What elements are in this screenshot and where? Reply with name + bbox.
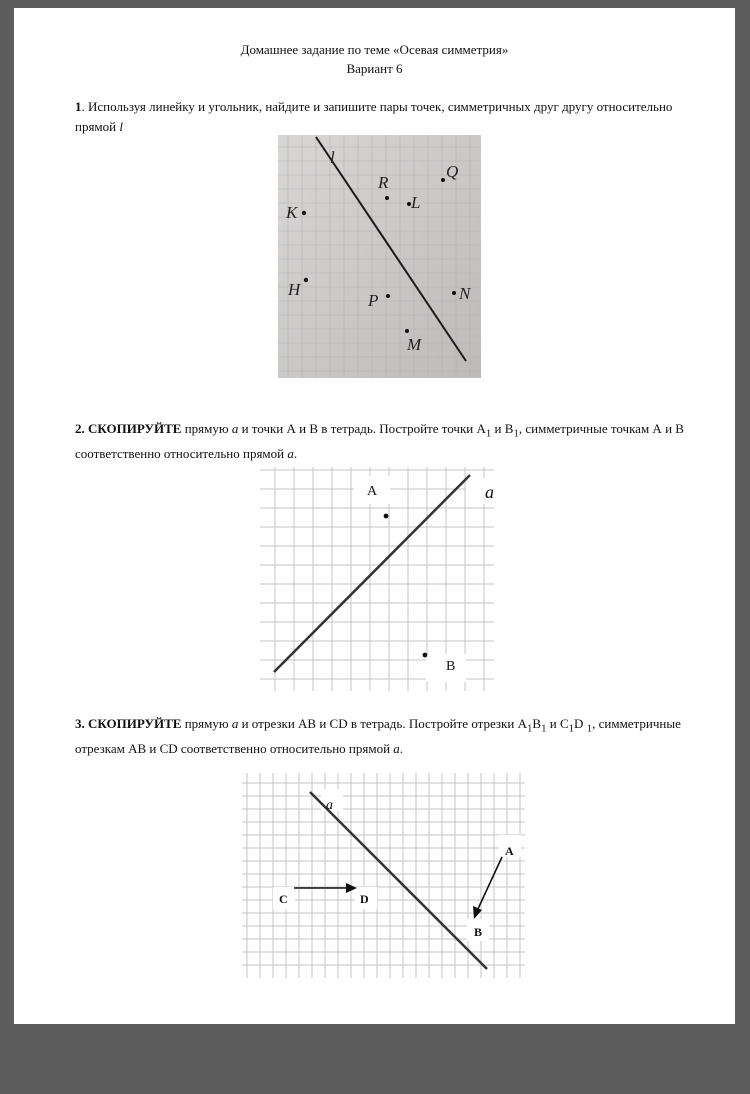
photo-point-R: [385, 196, 389, 200]
task-1-photo: [278, 135, 481, 378]
photo-label-K: K: [286, 203, 298, 222]
task-2-text: [75, 419, 685, 464]
task-3-subscript: 1: [541, 722, 547, 735]
task-3-text-part: .: [399, 740, 404, 756]
photo-label-N: N: [459, 284, 471, 303]
task-2-text-part: и точки А и В в тетрадь. Постройте точки А: [238, 421, 486, 436]
photo-label-R: R: [378, 173, 389, 192]
task-3-label-C: C: [279, 892, 288, 906]
task-3-text-part: D: [574, 716, 587, 731]
task-1-number: 1: [75, 99, 82, 114]
task-1-text: [75, 97, 685, 137]
task-3-label-B: B: [474, 925, 483, 939]
task-3-label-A: A: [505, 844, 514, 858]
task-2-emphasis: СКОПИРУЙТЕ: [88, 421, 182, 436]
photo-label-M: M: [407, 335, 422, 354]
task-3-text-part: и C: [546, 716, 569, 731]
task-3-line-name: a: [393, 740, 400, 756]
task-2-figure: [258, 458, 498, 698]
task-2-point-A: [384, 514, 389, 519]
task-3-figure: [237, 773, 527, 983]
task-3-text-part: , симметричные отрезкам АВ и CD соответственно относительно прямой: [75, 716, 681, 756]
task-2-label-line: a: [485, 482, 494, 502]
task-3-subscript: 1: [526, 722, 533, 735]
photo-label-Q: Q: [446, 162, 459, 181]
photo-label-L: L: [411, 193, 421, 212]
task-1-body: . Используя линейку и угольник, найдите и запишите пары точек, симметричных друг другу относительно прямой: [75, 99, 673, 134]
photo-point-K: [302, 211, 306, 215]
task-1-line-name: l: [119, 119, 123, 134]
task-2-line-name: a: [287, 445, 294, 461]
task-2-subscript: 1: [513, 427, 519, 440]
task-2-text-part: и В: [491, 421, 514, 436]
photo-label-line: l: [330, 148, 335, 167]
task-3-line-name: a: [231, 716, 239, 731]
variant-label: Вариант 6: [346, 61, 403, 76]
task-3-text-part: В: [532, 716, 542, 731]
task-3-emphasis: СКОПИРУЙТЕ: [88, 716, 182, 731]
task-2-text-part: прямую: [181, 421, 232, 436]
task-3-text-part: и отрезки АВ и CD в тетрадь. Постройте отрезки А: [238, 716, 527, 731]
task-3-label-line: a: [326, 798, 333, 813]
photo-label-H: H: [288, 280, 301, 299]
task-2-line-a: [274, 475, 470, 672]
task-1-photo-drawing: [278, 135, 481, 378]
task-3-text-part: прямую: [181, 716, 232, 731]
photo-point-N: [452, 291, 456, 295]
photo-label-P: P: [368, 291, 379, 310]
task-2-number: 2.: [75, 421, 85, 436]
task-3-label-D: D: [360, 892, 369, 906]
task-2-label-B: B: [446, 659, 456, 674]
task-2-point-B: [423, 653, 428, 658]
photo-point-P: [386, 294, 390, 298]
task-2-text-part: .: [293, 445, 298, 461]
page-title: Домашнее задание по теме «Осевая симметрия»: [240, 42, 509, 57]
photo-point-M: [405, 329, 409, 333]
photo-point-Q: [441, 178, 445, 182]
task-3-subscript: 1: [568, 722, 575, 735]
task-2-label-A: A: [367, 484, 378, 499]
worksheet-page: [14, 8, 735, 1024]
task-3-grid: [242, 773, 525, 978]
task-3-number: 3.: [75, 716, 85, 731]
task-3-text: [75, 714, 685, 759]
task-2-text-part: , симметричные точкам А и В соответственно относительно прямой: [75, 421, 684, 461]
task-3-subscript: 1: [586, 722, 593, 735]
photo-point-H: [304, 278, 308, 282]
task-2-line-name: a: [231, 421, 239, 436]
task-3-line-a: [310, 792, 487, 969]
task-2-subscript: 1: [485, 427, 492, 440]
